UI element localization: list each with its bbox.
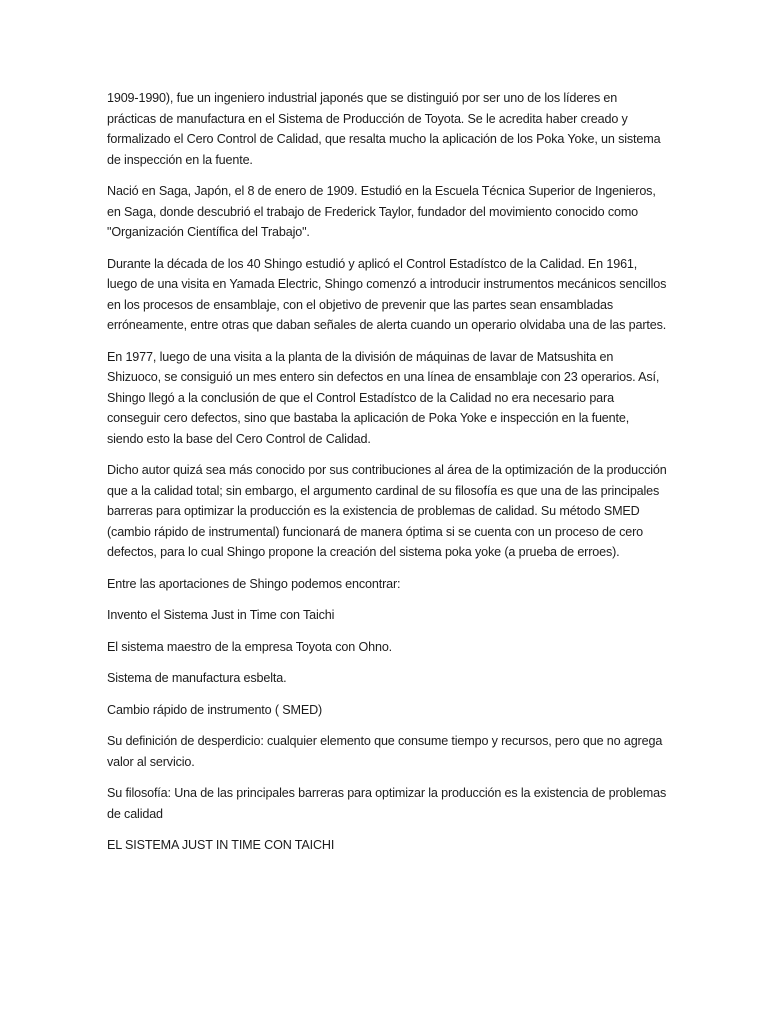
list-item-toyota-system: El sistema maestro de la empresa Toyota con Ohno. xyxy=(107,639,393,654)
paragraph-birth-education: Nació en Saga, Japón, el 8 de enero de 1909. Estudió en la Escuela Técnica Superior de Ingenieros, en Saga, donde descubrió el trabajo de Frederick Taylor, fundador del movimiento conocido como "Organización Científica del Trabajo". xyxy=(107,184,656,239)
list-item-philosophy: Su filosofía: Una de las principales barreras para optimizar la producción es la existencia de problemas de calidad xyxy=(107,786,667,821)
paragraph-matsushita-visit: En 1977, luego de una visita a la planta de la división de máquinas de lavar de Matsushita en Shizuoco, se consiguió un mes entero sin defectos en una línea de ensamblaje con 23 operarios. Así, Shingo llegó a la conclusión de que el Control Estadístco de la Calidad no era necesario para conseguir cero defectos, sino que bastaba la aplicación de Poka Yoke e inspección en la fuente, siendo esto la base del Cero Control de Calidad. xyxy=(107,349,660,446)
paragraph-biography-intro: 1909-1990), fue un ingeniero industrial japonés que se distinguió por ser uno de los líderes en prácticas de manufactura en el Sistema de Producción de Toyota. Se le acredita haber creado y formalizado el Cero Control de Calidad, que resalta mucho la aplicación de los Poka Yoke, un sistema de inspección en la fuente. xyxy=(107,91,661,167)
paragraph-contributions-intro: Entre las aportaciones de Shingo podemos encontrar: xyxy=(107,576,401,591)
paragraph-smed-contribution: Dicho autor quizá sea más conocido por sus contribuciones al área de la optimización de la producción que a la calidad total; sin embargo, el argumento cardinal de su filosofía es que una de las principales barreras para optimizar la producción es la existencia de problemas de calidad. Su método SMED (cambio rápido de instrumental) funcionará de manera óptima si se cuenta con un proceso de cero defectos, para lo cual Shingo propone la creación del sistema poka yoke (a prueba de erroes). xyxy=(107,463,667,559)
list-item-waste-definition: Su definición de desperdicio: cualquier elemento que consume tiempo y recursos, pero que no agrega valor al servicio. xyxy=(107,734,663,769)
section-heading: EL SISTEMA JUST IN TIME CON TAICHI xyxy=(107,838,335,852)
document-page xyxy=(107,88,667,856)
paragraph-statistical-control: Durante la década de los 40 Shingo estudió y aplicó el Control Estadístco de la Calidad. En 1961, luego de una visita en Yamada Electric, Shingo comenzó a introducir instrumentos mecánicos sencillos en los procesos de ensamblaje, con el objetivo de prevenir que las partes sean ensambladas erróneamente, entre otras que daban señales de alerta cuando un operario olvidaba una de las partes. xyxy=(107,256,667,332)
list-item-smed: Cambio rápido de instrumento ( SMED) xyxy=(107,702,323,717)
list-item-just-in-time: Invento el Sistema Just in Time con Taichi xyxy=(107,608,335,622)
list-item-lean-manufacturing: Sistema de manufactura esbelta. xyxy=(107,671,287,685)
